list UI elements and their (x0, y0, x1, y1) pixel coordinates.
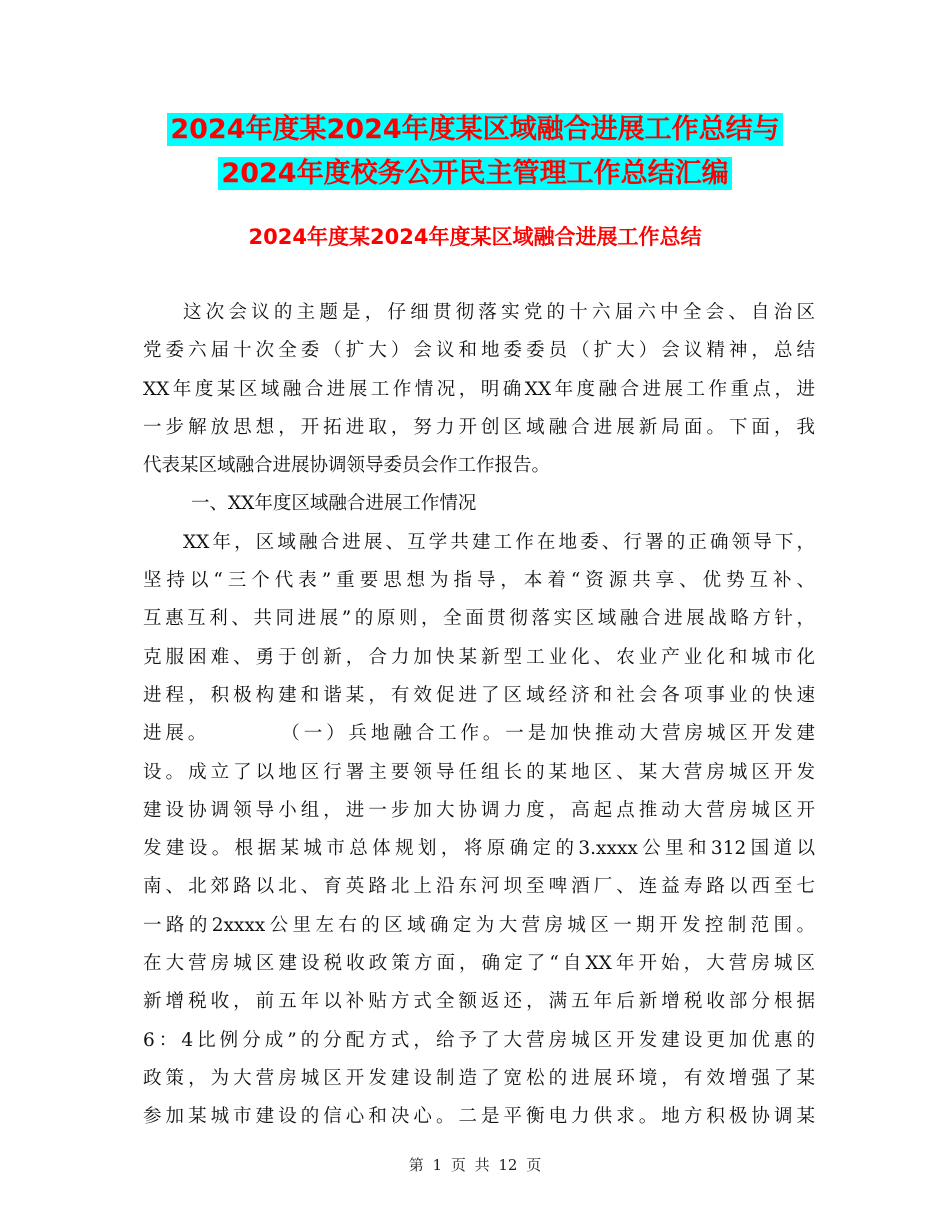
paragraph-line: 在大营房城区建设税收政策方面，确定了“自XX年开始，大营房城区 (143, 953, 815, 975)
paragraph-line: 这次会议的主题是，仔细贯彻落实党的十六届六中全会、自治区 (183, 302, 815, 323)
paragraph-line: 新增税收，前五年以补贴方式全额返还，满五年后新增税收部分根据 (143, 991, 815, 1013)
paragraph-line: 一步解放思想，开拓进取，努力开创区域融合进展新局面。下面，我 (143, 416, 815, 438)
paragraph-line: 坚持以“三个代表”重要思想为指导，本着“资源共享、优势互补、 (143, 570, 815, 592)
heading-line: 一、XX年度区域融合进展工作情况 (191, 493, 477, 515)
paragraph-line: 建设协调领导小组，进一步加大协调力度，高起点推动大营房城区开 (143, 799, 815, 821)
document-title-line-2: 2024年度校务公开民主管理工作总结汇编 (0, 156, 950, 192)
paragraph-line: XX年，区域融合进展、互学共建工作在地委、行署的正确领导下， (183, 531, 815, 553)
paragraph-line: 6：4比例分成”的分配方式，给予了大营房城区开发建设更加优惠的 (143, 1029, 815, 1051)
paragraph-line: 进展。 （一）兵地融合工作。一是加快推动大营房城区开发建 (143, 723, 815, 745)
paragraph-line: 政策，为大营房城区开发建设制造了宽松的进展环境，有效增强了某 (143, 1067, 815, 1089)
paragraph-line: 互惠互利、共同进展”的原则，全面贯彻落实区域融合进展战略方针， (143, 608, 815, 630)
paragraph-line: 一路的2xxxx公里左右的区域确定为大营房城区一期开发控制范围。 (143, 914, 815, 936)
paragraph-line: 代表某区域融合进展协调领导委员会作工作报告。 (143, 455, 551, 477)
document-title-line-1: 2024年度某2024年度某区域融合进展工作总结与 (0, 112, 950, 148)
paragraph-line: 进程，积极构建和谐某，有效促进了区域经济和社会各项事业的快速 (143, 684, 815, 706)
page-footer: 第 1 页 共 12 页 (408, 1156, 542, 1174)
paragraph-line: 党委六届十次全委（扩大）会议和地委委员（扩大）会议精神，总结 (143, 340, 815, 362)
paragraph-line: 南、北郊路以北、育英路北上沿东河坝至啤酒厂、连益寿路以西至七 (143, 876, 815, 898)
paragraph-line: 设。成立了以地区行署主要领导任组长的某地区、某大营房城区开发 (143, 761, 815, 783)
paragraph-line: 克服困难、勇于创新，合力加快某新型工业化、农业产业化和城市化 (143, 646, 815, 668)
paragraph-line: XX年度某区域融合进展工作情况，明确XX年度融合进展工作重点，进 (143, 378, 815, 400)
body-text (143, 294, 815, 1137)
paragraph-line: 参加某城市建设的信心和决心。二是平衡电力供求。地方积极协调某 (143, 1106, 815, 1128)
section-title: 2024年度某2024年度某区域融合进展工作总结 (248, 225, 702, 249)
paragraph-line: 发建设。根据某城市总体规划，将原确定的3.xxxx公里和312国道以 (143, 838, 815, 860)
